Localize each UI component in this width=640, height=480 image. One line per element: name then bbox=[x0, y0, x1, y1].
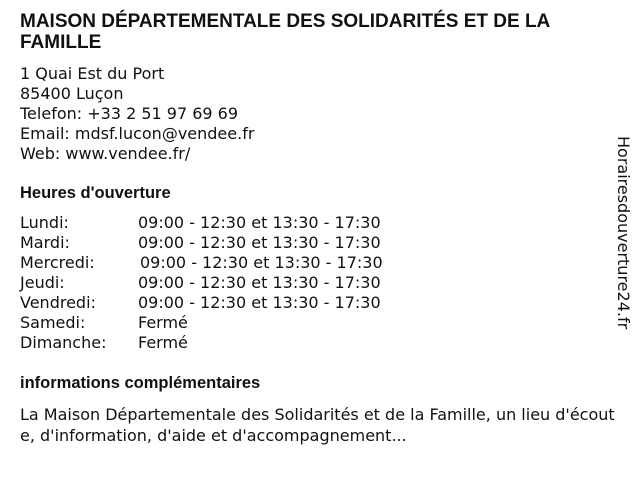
hours-time: Fermé bbox=[138, 313, 188, 332]
phone-line: Telefon: +33 2 51 97 69 69 bbox=[20, 104, 239, 123]
hours-row-jeudi bbox=[20, 273, 440, 293]
hours-time: 09:00 - 12:30 et 13:30 - 17:30 bbox=[138, 273, 381, 292]
email-line: Email: mdsf.lucon@vendee.fr bbox=[20, 124, 255, 143]
hours-row-samedi bbox=[20, 313, 440, 333]
additional-info-heading: informations complémentaires bbox=[20, 374, 261, 392]
hours-time: Fermé bbox=[138, 333, 188, 352]
opening-hours-heading: Heures d'ouverture bbox=[20, 184, 171, 202]
hours-day: Mardi: bbox=[20, 233, 70, 252]
hours-day: Jeudi: bbox=[20, 273, 65, 292]
hours-time: 09:00 - 12:30 et 13:30 - 17:30 bbox=[138, 293, 381, 312]
hours-day: Dimanche: bbox=[20, 333, 107, 352]
address-block bbox=[20, 64, 254, 164]
hours-day: Mercredi: bbox=[20, 253, 95, 272]
page-title: MAISON DÉPARTEMENTALE DES SOLIDARITÉS ET DE LA FAMILLE bbox=[20, 11, 550, 53]
hours-day: Samedi: bbox=[20, 313, 86, 332]
side-brand-text: Horairesdouverture24.fr bbox=[614, 136, 633, 330]
hours-row-mercredi bbox=[20, 253, 440, 273]
hours-day: Lundi: bbox=[20, 213, 69, 232]
hours-row-vendredi bbox=[20, 293, 440, 313]
hours-row-lundi bbox=[20, 213, 440, 233]
hours-row-mardi bbox=[20, 233, 440, 253]
additional-info-text: La Maison Départementale des Solidarités et de la Famille, un lieu d'écoute, d'information, d'aide et d'accompagnement... bbox=[20, 405, 615, 445]
hours-time: 09:00 - 12:30 et 13:30 - 17:30 bbox=[140, 253, 383, 272]
opening-hours-table bbox=[20, 213, 440, 353]
hours-time: 09:00 - 12:30 et 13:30 - 17:30 bbox=[138, 213, 381, 232]
hours-time: 09:00 - 12:30 et 13:30 - 17:30 bbox=[138, 233, 381, 252]
address-street: 1 Quai Est du Port bbox=[20, 64, 165, 83]
website-line: Web: www.vendee.fr/ bbox=[20, 144, 191, 163]
hours-row-dimanche bbox=[20, 333, 440, 353]
address-city: 85400 Luçon bbox=[20, 84, 124, 103]
hours-day: Vendredi: bbox=[20, 293, 96, 312]
